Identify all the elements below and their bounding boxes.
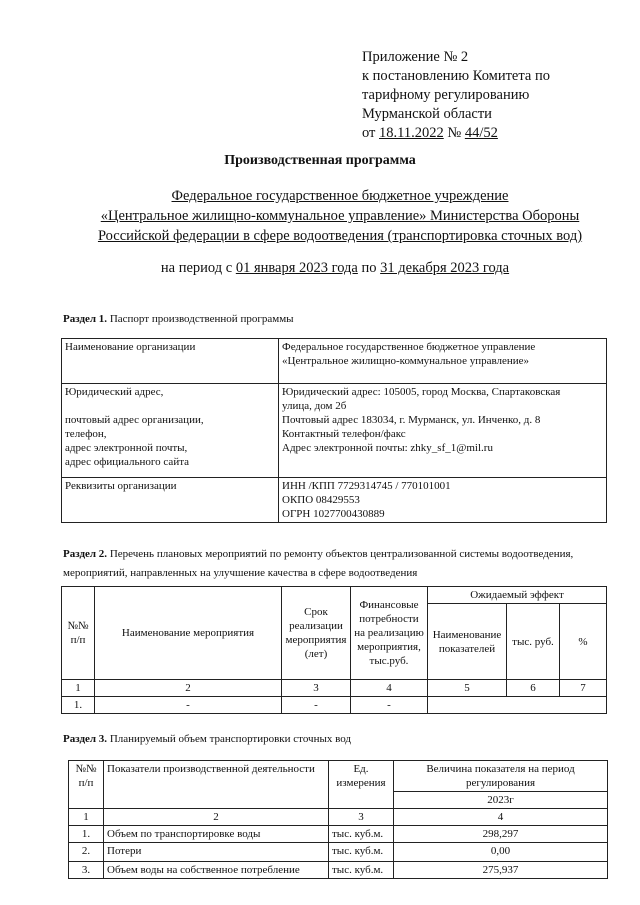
cell: 1. — [62, 697, 95, 714]
cell: 5 — [428, 680, 507, 697]
cell — [62, 339, 279, 384]
header-prefix: от — [362, 125, 380, 141]
cell: 2. — [69, 843, 104, 862]
cell-text: ОГРН 1027700430889 — [282, 508, 385, 520]
cell: - — [282, 697, 351, 714]
approval-header — [362, 48, 550, 143]
cell: Потери — [104, 843, 329, 862]
org-line: «Центральное жилищно-коммунальное управление» Министерства Обороны — [100, 208, 580, 224]
cell-text: Федеральное государственное бюджетное управление — [282, 341, 536, 353]
cell: 6 — [507, 680, 560, 697]
header-cell: Ед. измерения — [329, 761, 394, 809]
cell: Объем по транспортировке воды — [104, 826, 329, 843]
org-line: Российской федерации в сфере водоотведения (транспортировка сточных вод) — [97, 228, 583, 244]
section-label: Раздел 1. — [63, 313, 108, 325]
cell-text: «Центральное жилищно-коммунальное управление» — [282, 355, 530, 367]
cell: 1 — [69, 809, 104, 826]
table-row — [62, 339, 607, 384]
period-end: 31 декабря 2023 года — [380, 260, 510, 276]
cell — [279, 478, 607, 523]
header-cell: Наименование показателей — [428, 604, 507, 680]
cell: - — [95, 697, 282, 714]
number-prefix: № — [443, 125, 465, 141]
header-date-line — [362, 124, 550, 143]
header-cell: тыс. руб. — [507, 604, 560, 680]
section-label: Раздел 2. — [63, 548, 108, 560]
section-title: Паспорт производственной программы — [107, 313, 294, 325]
header-line: Приложение № 2 — [362, 49, 469, 65]
section1-heading — [63, 313, 294, 325]
cell-text: Адрес электронной почты: zhky_sf_1@mil.ru — [282, 442, 493, 454]
period-prefix: на период с — [160, 260, 236, 276]
cell: 275,937 — [394, 862, 608, 879]
table-row — [62, 478, 607, 523]
cell-text: Контактный телефон/факс — [282, 428, 406, 440]
cell-text: адрес электронной почты, — [65, 442, 188, 454]
cell: 298,297 — [394, 826, 608, 843]
cell: 1. — [69, 826, 104, 843]
section2-heading — [63, 545, 623, 583]
decree-date: 18.11.2022 — [379, 125, 444, 141]
section-title: Перечень плановых мероприятий по ремонту объектов централизованной системы водоотведения, мероприятий, направленных на улучшение качества в сфере водоотведения — [63, 548, 574, 579]
cell — [279, 384, 607, 478]
header-cell: Ожидаемый эффект — [428, 587, 607, 604]
cell-text: улица, дом 2б — [282, 400, 347, 412]
org-line: Федеральное государственное бюджетное учреждение — [171, 188, 509, 204]
cell-text: Реквизиты организации — [65, 480, 177, 492]
cell: Объем воды на собственное потребление — [104, 862, 329, 879]
table-row — [69, 761, 608, 792]
section-title: Планируемый объем транспортировки сточных вод — [107, 733, 352, 745]
header-line: Мурманской области — [362, 106, 492, 122]
header-cell: % — [560, 604, 607, 680]
cell-text: Юридический адрес: 105005, город Москва, Спартаковская — [282, 386, 561, 398]
period-start: 01 января 2023 года — [235, 260, 358, 276]
table-row — [62, 384, 607, 478]
cell — [62, 478, 279, 523]
table-row — [62, 587, 607, 604]
cell-text: Юридический адрес, — [65, 386, 164, 398]
cell — [428, 697, 607, 714]
table-row — [69, 843, 608, 862]
period-line — [0, 260, 640, 277]
cell-text: Наименование организации — [65, 341, 196, 353]
measures-table — [61, 586, 607, 714]
cell: 0,00 — [394, 843, 608, 862]
cell-text: адрес официального сайта — [65, 456, 190, 468]
volume-table — [68, 760, 608, 879]
table-row — [69, 862, 608, 879]
header-cell: 2023г — [394, 792, 608, 809]
document-title: Производственная программа — [224, 153, 416, 168]
decree-number: 44/52 — [464, 125, 498, 141]
cell: тыс. куб.м. — [329, 843, 394, 862]
header-cell: №№ п/п — [69, 761, 104, 809]
header-cell: №№ п/п — [62, 587, 95, 680]
cell: 2 — [95, 680, 282, 697]
table-row — [62, 697, 607, 714]
cell: - — [351, 697, 428, 714]
cell-text: Почтовый адрес 183034, г. Мурманск, ул. Инченко, д. 8 — [282, 414, 541, 426]
table-row — [69, 809, 608, 826]
cell: 4 — [394, 809, 608, 826]
header-cell: Финансовые потребности на реализацию мероприятия, тыс.руб. — [351, 587, 428, 680]
cell: 3 — [329, 809, 394, 826]
cell: тыс. куб.м. — [329, 826, 394, 843]
cell: 4 — [351, 680, 428, 697]
cell-text: ИНН /КПП 7729314745 / 770101001 — [282, 480, 451, 492]
cell: 3. — [69, 862, 104, 879]
cell-text: ОКПО 08429553 — [282, 494, 360, 506]
cell-text: телефон, — [65, 428, 107, 440]
header-cell: Срок реализации мероприятия (лет) — [282, 587, 351, 680]
organization-name — [40, 186, 640, 246]
cell: 1 — [62, 680, 95, 697]
header-cell: Величина показателя на период регулирования — [394, 761, 608, 792]
cell: тыс. куб.м. — [329, 862, 394, 879]
cell: 7 — [560, 680, 607, 697]
cell — [279, 339, 607, 384]
section-label: Раздел 3. — [63, 733, 108, 745]
header-line: к постановлению Комитета по — [362, 68, 550, 84]
cell: 2 — [104, 809, 329, 826]
period-mid: по — [357, 260, 381, 276]
header-line: тарифному регулированию — [362, 87, 530, 103]
table-row — [69, 826, 608, 843]
table-row — [62, 680, 607, 697]
section3-heading — [63, 733, 351, 745]
header-cell: Наименование мероприятия — [95, 587, 282, 680]
cell — [62, 384, 279, 478]
header-cell: Показатели производственной деятельности — [104, 761, 329, 809]
cell-text: почтовый адрес организации, — [65, 414, 204, 426]
cell: 3 — [282, 680, 351, 697]
passport-table — [61, 338, 607, 523]
